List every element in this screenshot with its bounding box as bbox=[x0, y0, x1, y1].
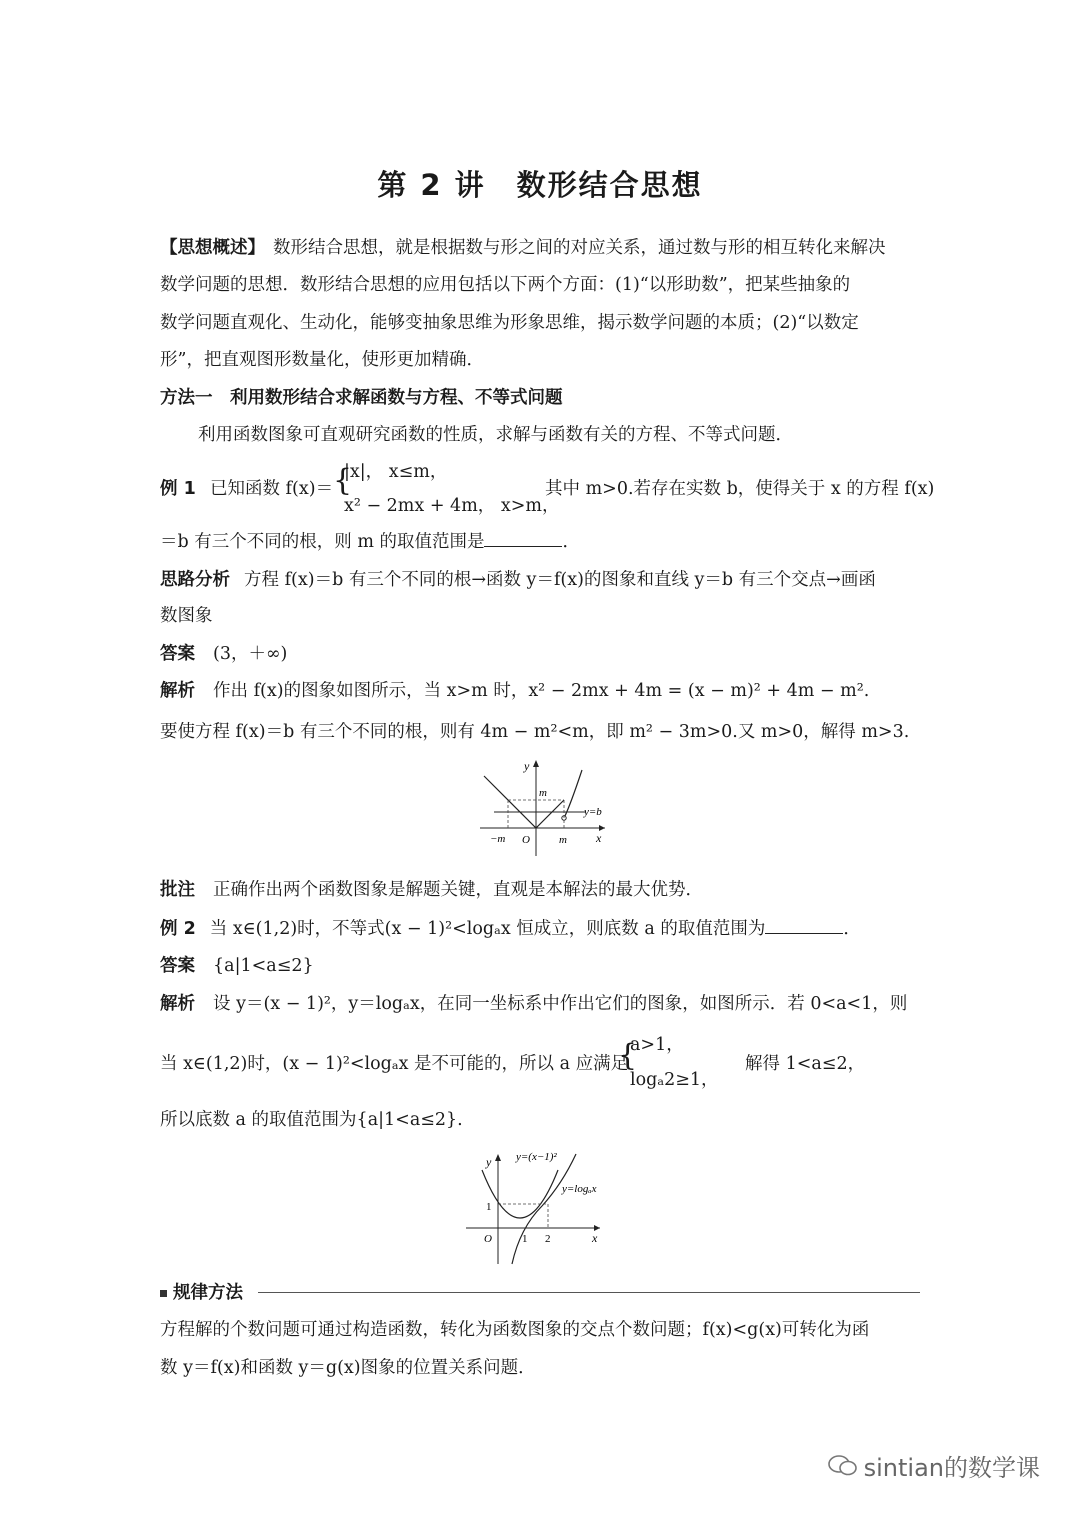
figure-1 bbox=[470, 756, 610, 860]
fig2-label-one-x: 1 bbox=[522, 1233, 528, 1245]
rules-square-icon bbox=[160, 1290, 167, 1297]
example2-solution-line1 bbox=[160, 992, 907, 1016]
example1-stem-line2-text: ＝b 有三个不同的根，则 m 的取值范围是 bbox=[160, 532, 485, 552]
fig1-abs-graph bbox=[484, 776, 564, 828]
example1-stem-line2 bbox=[160, 530, 580, 554]
fig1-label-yb: y=b bbox=[584, 806, 602, 818]
example2-answer-blank bbox=[765, 919, 843, 934]
example1-solution-text-1: 作出 f(x)的图象如图所示，当 x>m 时，x² − 2mx + 4m = (x − m)² + 4m − m². bbox=[213, 681, 870, 701]
fig2-y-arrow bbox=[495, 1154, 501, 1161]
rules-heading: 规律方法 bbox=[173, 1283, 243, 1303]
example2-answer: {a|1<a≤2} bbox=[213, 956, 314, 976]
fig2-label-one-y: 1 bbox=[486, 1201, 492, 1213]
fig1-label-x: x bbox=[596, 831, 602, 845]
fig2-label-two-x: 2 bbox=[545, 1233, 551, 1245]
fig1-parabola bbox=[564, 770, 582, 818]
overview-text-1: 数形结合思想，就是根据数与形之间的对应关系，通过数与形的相互转化来解决 bbox=[273, 238, 886, 258]
example1-answer-label: 答案 bbox=[160, 644, 195, 664]
example1-stem-suffix: 其中 m>0.若存在实数 b，使得关于 x 的方程 f(x) bbox=[545, 479, 935, 499]
watermark bbox=[828, 1448, 1040, 1484]
overview-line-2: 数学问题的思想．数形结合思想的应用包括以下两个方面：(1)“以形助数”，把某些抽象的 bbox=[160, 275, 851, 295]
fig2-log-curve bbox=[512, 1154, 576, 1264]
example2-stem-end: ． bbox=[843, 919, 861, 939]
example1-analysis-text-1: 方程 f(x)＝b 有三个不同的根→函数 y＝f(x)的图象和直线 y＝b 有三个交点→画函 bbox=[244, 570, 876, 590]
example1-label: 例 1 bbox=[160, 479, 196, 499]
example1-analysis-label: 思路分析 bbox=[160, 570, 230, 590]
example1-note-line bbox=[160, 878, 703, 902]
example1-analysis-line2: 数图象 bbox=[160, 606, 213, 626]
page-title: 第 2 讲 数形结合思想 bbox=[377, 168, 703, 202]
example1-stem-prefix: 已知函数 f(x)＝ bbox=[210, 479, 334, 499]
rules-line-2: 数 y＝f(x)和函数 y＝g(x)图象的位置关系问题． bbox=[160, 1358, 536, 1378]
example1-case-2: x² − 2mx + 4m， x>m， bbox=[344, 496, 560, 516]
example1-solution-label: 解析 bbox=[160, 681, 195, 701]
example1-solution-line1 bbox=[160, 679, 869, 703]
example1-brace: { bbox=[333, 463, 353, 498]
example2-stem-line bbox=[160, 917, 861, 941]
example1-note: 正确作出两个函数图象是解题关键，直观是本解法的最大优势． bbox=[213, 880, 703, 900]
overview-line-3: 数学问题直观化、生动化，能够变抽象思维为形象思维，揭示数学问题的本质；(2)“以数定 bbox=[160, 313, 859, 333]
example2-solution-line2-suffix: 解得 1<a≤2， bbox=[745, 1054, 866, 1074]
example2-answer-line bbox=[160, 954, 314, 978]
fig1-label-m: m bbox=[539, 787, 547, 799]
example1-analysis-line1 bbox=[160, 568, 876, 592]
rules-divider bbox=[258, 1292, 920, 1293]
figure-2 bbox=[462, 1148, 622, 1266]
example2-label: 例 2 bbox=[160, 919, 196, 939]
fig1-label-origin: O bbox=[522, 834, 530, 846]
watermark-text: sintian的数学课 bbox=[863, 1454, 1040, 1482]
example2-stem: 当 x∈(1,2)时，不等式(x − 1)²<logₐx 恒成立，则底数 a 的取值范围为 bbox=[209, 919, 766, 939]
example2-solution-text-1: 设 y＝(x − 1)²，y＝logₐx，在同一坐标系中作出它们的图象，如图所示．若 0<a<1，则 bbox=[213, 994, 908, 1014]
example1-solution-line2: 要使方程 f(x)＝b 有三个不同的根，则有 4m − m²<m，即 m² − 3m>0.又 m>0，解得 m>3. bbox=[160, 722, 910, 742]
fig2-label-y: y bbox=[486, 1155, 492, 1169]
fig2-label-x: x bbox=[592, 1231, 598, 1245]
example1-answer-line bbox=[160, 642, 287, 666]
example1-stem-end: ． bbox=[562, 532, 580, 552]
method1-intro: 利用函数图象可直观研究函数的性质，求解与函数有关的方程、不等式问题． bbox=[198, 425, 793, 445]
overview-line-4: 形”，把直观图形数量化，使形更加精确． bbox=[160, 350, 484, 370]
example2-solution-line2-prefix: 当 x∈(1,2)时，(x − 1)²<logₐx 是不可能的，所以 a 应满足 bbox=[160, 1054, 629, 1074]
overview-label: 【思想概述】 bbox=[160, 238, 265, 258]
fig1-label-m-x: m bbox=[559, 834, 567, 846]
fig1-label-neg-m: −m bbox=[490, 833, 506, 845]
example2-solution-label: 解析 bbox=[160, 994, 195, 1014]
method1-heading: 方法一 利用数形结合求解函数与方程、不等式问题 bbox=[160, 388, 563, 408]
example2-solution-line3: 所以底数 a 的取值范围为{a|1<a≤2}. bbox=[160, 1110, 463, 1130]
fig2-label-log: y=logₐx bbox=[562, 1183, 597, 1195]
example2-answer-label: 答案 bbox=[160, 956, 195, 976]
fig2-label-origin: O bbox=[484, 1233, 492, 1245]
overview-line-1 bbox=[160, 236, 886, 260]
example2-case-2: logₐ2≥1， bbox=[630, 1070, 719, 1090]
wechat-icon bbox=[828, 1454, 858, 1484]
example2-case-1: a>1， bbox=[630, 1035, 684, 1055]
example1-note-label: 批注 bbox=[160, 880, 195, 900]
fig1-label-y: y bbox=[524, 759, 530, 773]
example1-case-1: |x|， x≤m， bbox=[344, 462, 448, 482]
fig2-parabola bbox=[482, 1170, 558, 1218]
fig1-y-arrow bbox=[533, 760, 539, 767]
fig2-label-parabola: y=(x−1)² bbox=[516, 1151, 557, 1163]
example1-answer-blank bbox=[484, 532, 562, 547]
example1-answer: (3，＋∞) bbox=[213, 644, 288, 664]
example2-brace: { bbox=[618, 1038, 638, 1073]
rules-line-1: 方程解的个数问题可通过构造函数，转化为函数图象的交点个数问题；f(x)<g(x)可转化为函 bbox=[160, 1320, 870, 1340]
rules-heading-row bbox=[160, 1281, 243, 1305]
